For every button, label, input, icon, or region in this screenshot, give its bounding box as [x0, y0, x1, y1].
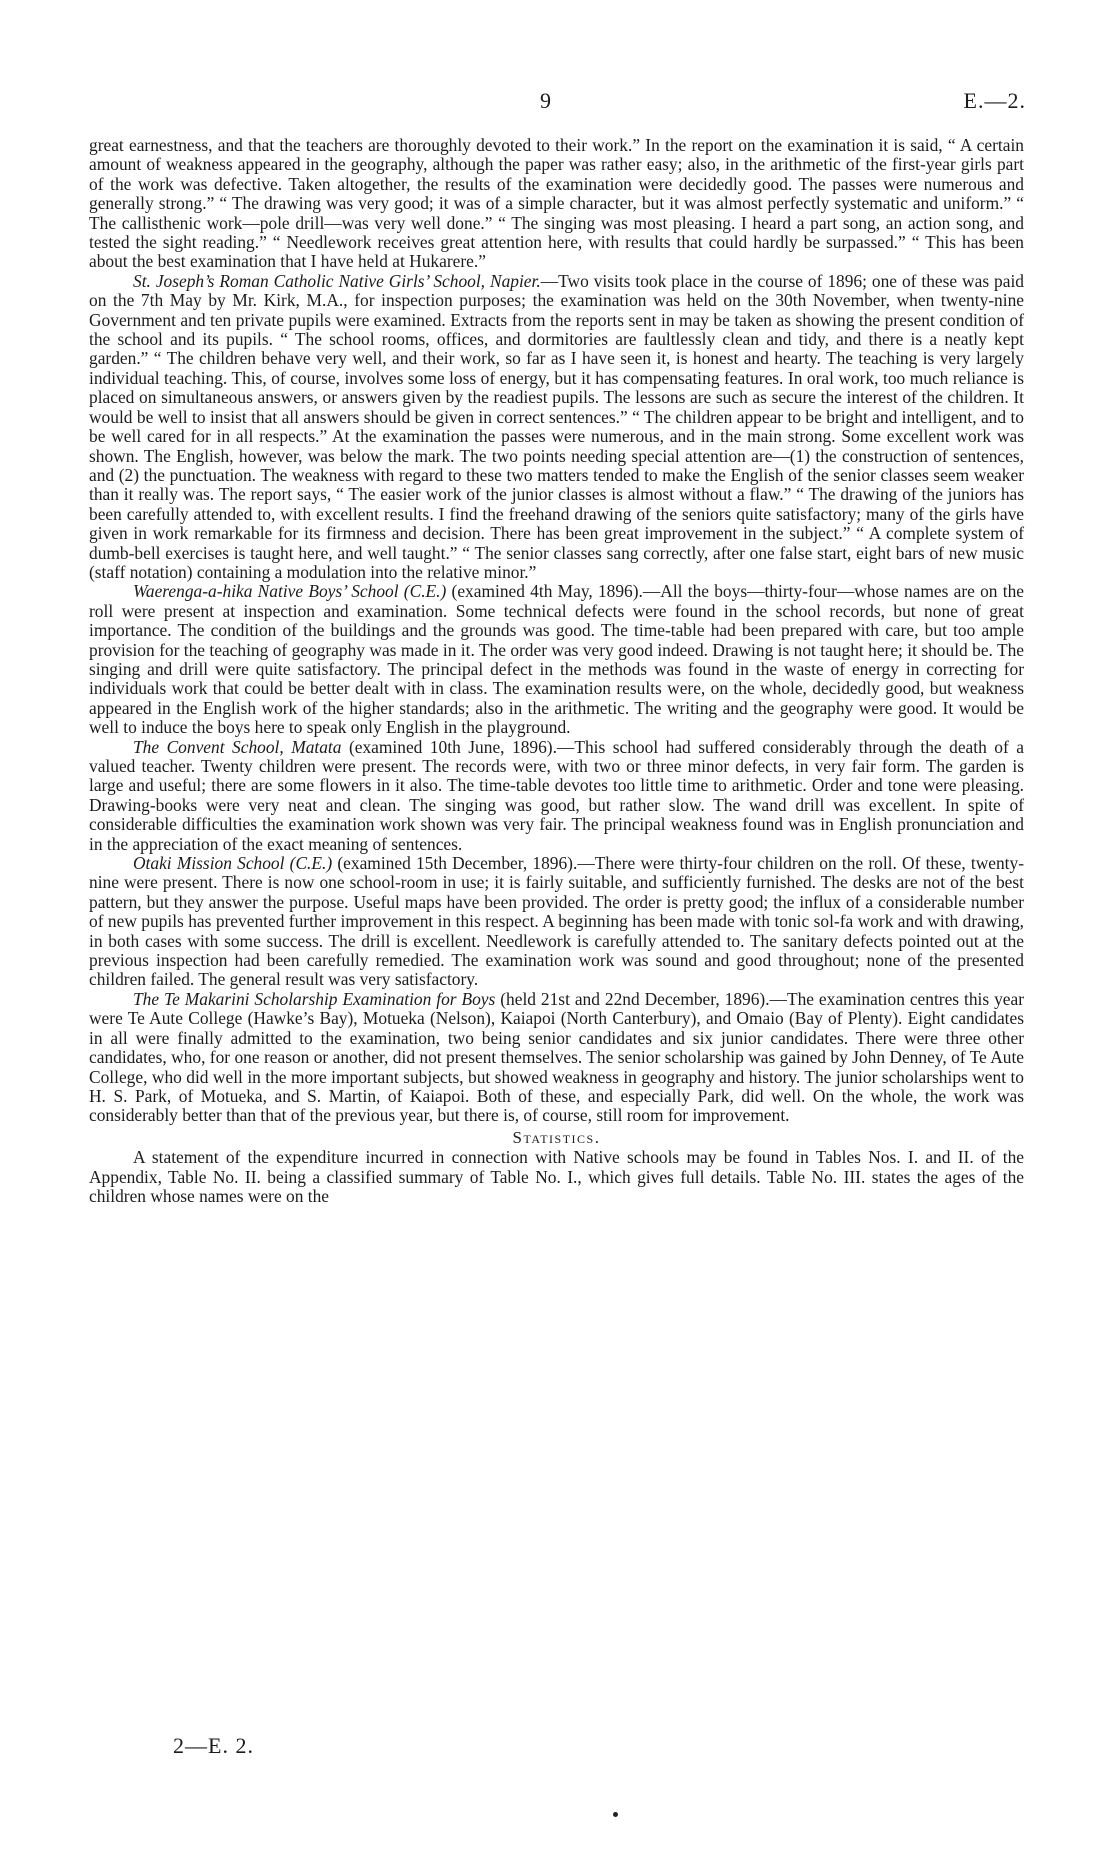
page-header	[0, 88, 1114, 118]
school-title: Otaki Mission School (C.E.)	[133, 853, 333, 874]
paragraph-text: (held 21st and 22nd December, 1896).—The examination centres this year were Te Aute College (Hawke’s Bay), Motueka (Nelson), Kaiapoi (North Canterbury), and Omaio (Bay of Plenty). Eight candidates in all were finally admitted to the examination, two being senior candidates and six junior candidates. There were three other candidates, who, for one reason or another, did not present themselves. The senior scholarship was gained by John Denney, of Te Aute College, who did well in the more important subjects, but showed weakness in geography and history. The junior scholarships went to H. S. Park, of Motueka, and S. Martin, of Kaiapoi. Both of these, and especially Park, did well. On the whole, the work was considerably better than that of the previous year, but there is, of course, still room for improvement.	[89, 988, 1024, 1126]
school-title: St. Joseph’s Roman Catholic Native Girls’ School, Napier.	[133, 270, 541, 291]
signature-mark: 2—E. 2.	[173, 1733, 254, 1758]
statistics-heading: Statistics.	[512, 1127, 601, 1147]
paragraph-text: (examined 15th December, 1896).—There were thirty-four children on the roll. Of these, twenty-nine were present. There is now one school-room in use; it is fairly suitable, and sufficiently furnished. The desks are not of the best pattern, but they answer the purpose. Useful maps have been provided. The order is pretty good; the influx of a considerable number of new pupils has prevented further improvement in this respect. A beginning has been made with tonic sol-fa work and with drawing, in both cases with some success. The drill is excellent. Needlework is carefully attended to. The sanitary defects pointed out at the previous inspection had been carefully remedied. The examination work was sound and good throughout; none of the presented children failed. The general result was very satisfactory.	[89, 853, 1024, 990]
school-title: The Te Makarini Scholarship Examination for Boys	[133, 988, 496, 1009]
paragraph-te-makarini	[89, 990, 1024, 1126]
page-number: 9	[540, 88, 551, 113]
paragraph-hukarere-continued	[89, 136, 1024, 272]
paragraph-statistics	[89, 1148, 1024, 1206]
body-text	[89, 136, 1024, 1206]
school-title: The Convent School, Matata	[133, 736, 342, 757]
paragraph-text: (examined 4th May, 1896).—All the boys—thirty-four—whose names are on the roll were present at inspection and examination. Some technical defects were found in the school records, but none of great importance. The condition of the buildings and the grounds was good. The time-table had been prepared with care, but too ample provision for the teaching of geography was made in it. The order was very good indeed. Drawing is not taught here; it should be. The singing and drill were quite satisfactory. The principal defect in the methods was found in the waste of energy in correcting for individuals work that could be better dealt with in class. The examination results were, on the whole, decidedly good, but weakness appeared in the English work of the higher standards; also in the arithmetic. The writing and the geography were good. It would be well to induce the boys here to speak only English in the playground.	[89, 581, 1024, 738]
paragraph-text: (examined 10th June, 1896).—This school had suffered considerably through the death of a valued teacher. Twenty children were present. The records were, with two or three minor defects, in very fair form. The garden is large and useful; there are some flowers in it also. The time-table devotes too little time to arithmetic. Order and tone were pleasing. Drawing-books were very neat and clean. The singing was good, but rather slow. The wand drill was excellent. In spite of considerable difficulties the examination work shown was very fair. The principal weakness found was in English pronunciation and in the appreciation of the exact meaning of sentences.	[89, 736, 1024, 854]
paragraph-waerenga-a-hika	[89, 582, 1024, 737]
paragraph-text: great earnestness, and that the teachers are thoroughly devoted to their work.” In the report on the examination it is said, “ A certain amount of weakness appeared in the geography, although the paper was rather easy; also, in the arithmetic of the first-year girls part of the work was defective. Taken altogether, the results of the examination were decidedly good. The passes were numerous and generally strong.” “ The drawing was very good; it was of a simple character, but it was almost perfectly systematic and uniform.” “ The callisthenic work—pole drill—was very well done.” “ The singing was most pleasing. I heard a part song, an action song, and tested the sight reading.” “ Needlework receives great attention here, with results that could hardly be surpassed.” “ This has been about the best examination that I have held at Hukarere.”	[89, 135, 1024, 272]
page-dot-mark	[613, 1812, 618, 1817]
paragraph-st-josephs	[89, 272, 1024, 583]
school-title: Waerenga-a-hika Native Boys’ School (C.E.)	[133, 581, 447, 602]
paragraph-text: A statement of the expenditure incurred in connection with Native schools may be found in Tables Nos. I. and II. of the Appendix, Table No. II. being a classified summary of Table No. I., which gives full details. Table No. III. states the ages of the children whose names were on the	[89, 1147, 1024, 1206]
paragraph-text: —Two visits took place in the course of 1896; one of these was paid on the 7th May by Mr. Kirk, M.A., for inspection purposes; the examination was held on the 30th November, when twenty-nine Government and ten private pupils were examined. Extracts from the reports sent in may be taken as showing the present condition of the school and its pupils. “ The school rooms, offices, and dormitories are faultlessly clean and tidy, and there is a neatly kept garden.” “ The children behave very well, and their work, so far as I have seen it, is honest and hearty. The teaching is very largely individual teaching. This, of course, involves some loss of energy, but it has compensating features. In oral work, too much reliance is placed on simultaneous answers, or answers given by the readiest pupils. The lessons are such as secure the interest of the children. It would be well to insist that all answers should be given in correct sentences.” “ The children appear to be bright and intelligent, and to be well cared for in all respects.” At the examination the passes were numerous, and in the main strong. Some excellent work was shown. The English, however, was below the mark. The two points needing special attention are—(1) the construction of sentences, and (2) the punctuation. The weakness with regard to these two matters tended to make the English of the senior classes seem weaker than it really was. The report says, “ The easier work of the junior classes is almost without a flaw.” “ The drawing of the juniors has been carefully attended to, with excellent results. I find the freehand drawing of the seniors quite satisfactory; many of the girls have given in work remarkable for its firmness and decision. There has been great improvement in the subject.” “ A complete system of dumb-bell exercises is taught here, and well taught.” “ The senior classes sang correctly, after one false start, eight bars of new music (staff notation) containing a modulation into the relative minor.”	[89, 270, 1024, 582]
page-reference: E.—2.	[963, 88, 1026, 113]
paragraph-otaki-mission	[89, 854, 1024, 990]
paragraph-convent-school-matata	[89, 738, 1024, 854]
